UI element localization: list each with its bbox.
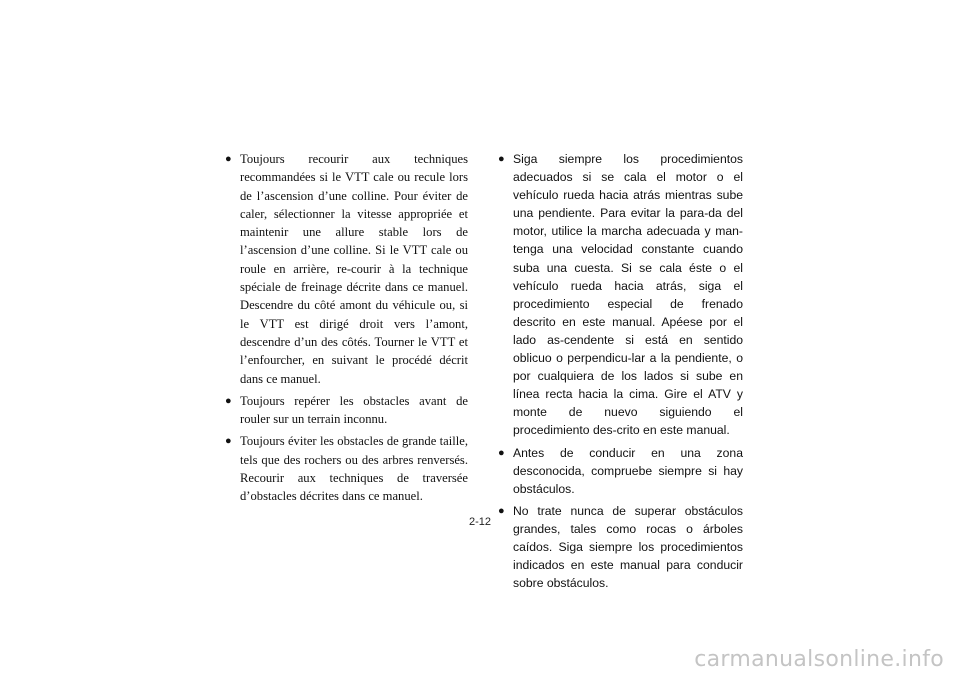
bullet-icon: ● (225, 435, 232, 448)
list-item-text: Toujours repérer les obstacles avant de rouler sur un terrain inconnu. (240, 393, 468, 427)
bullet-icon: ● (225, 153, 232, 165)
bullet-icon: ● (225, 394, 232, 407)
bullet-icon: ● (498, 504, 505, 517)
bullet-icon: ● (498, 153, 505, 165)
list-item-text: No trate nunca de superar obstáculos grandes, tales como rocas o árboles caídos. Siga siempre los procedimientos indicados en este manual para conducir sobre obstáculos. (513, 503, 743, 591)
bullet-icon: ● (498, 446, 505, 459)
list-item (497, 150, 743, 440)
list-item (497, 444, 743, 498)
list-item-text: Toujours recourir aux techniques recommandées si le VTT cale ou recule lors de l’ascension d’une colline. Pour éviter de caler, sélectionner la vitesse appropriée et maintenir une allure stable lors de l’ascension d’une colline. Si le VTT cale ou roule en arrière, re-courir à la technique spéciale de freinage décrite dans ce manuel. Descendre du côté amont du véhicule ou, si le VTT est dirigé droit vers l’amont, descendre d’un des côtés. Tourner le VTT et l’enfourcher, en suivant le procédé décrit dans ce manuel. (240, 152, 468, 386)
list-item-text: Siga siempre los procedimientos adecuados si se cala el motor o el vehículo rueda hacia atrás mientras sube una pendiente. Para evitar la para-da del motor, utilice la marcha adecuada y man-tenga una velocidad constante cuando suba una cuesta. Si se cala éste o el vehículo rueda hacia atrás, siga el procedimiento especial de frenado descrito en este manual. Apéese por el lado as-cendente si está en sentido oblicuo o perpendicu-lar a la pendiente, o por cualquiera de los lados si sube en línea recta hacia la cima. Gire el ATV y monte de nuevo siguiendo el procedimiento des-crito en este manual. (513, 152, 743, 438)
list-item-text: Antes de conducir en una zona desconocida, compruebe siempre si hay obstáculos. (513, 445, 743, 496)
list-item (224, 150, 468, 388)
spanish-column (497, 150, 743, 596)
watermark: carmanualsonline.info (694, 647, 944, 672)
page-number: 2-12 (468, 516, 492, 528)
list-item (224, 392, 468, 429)
list-item (224, 432, 468, 505)
list-item-text: Toujours éviter les obstacles de grande taille, tels que des rochers ou des arbres renversés. Recourir aux techniques de traversée d’obstacles décrites dans ce manuel. (240, 434, 468, 504)
french-column (224, 150, 468, 510)
